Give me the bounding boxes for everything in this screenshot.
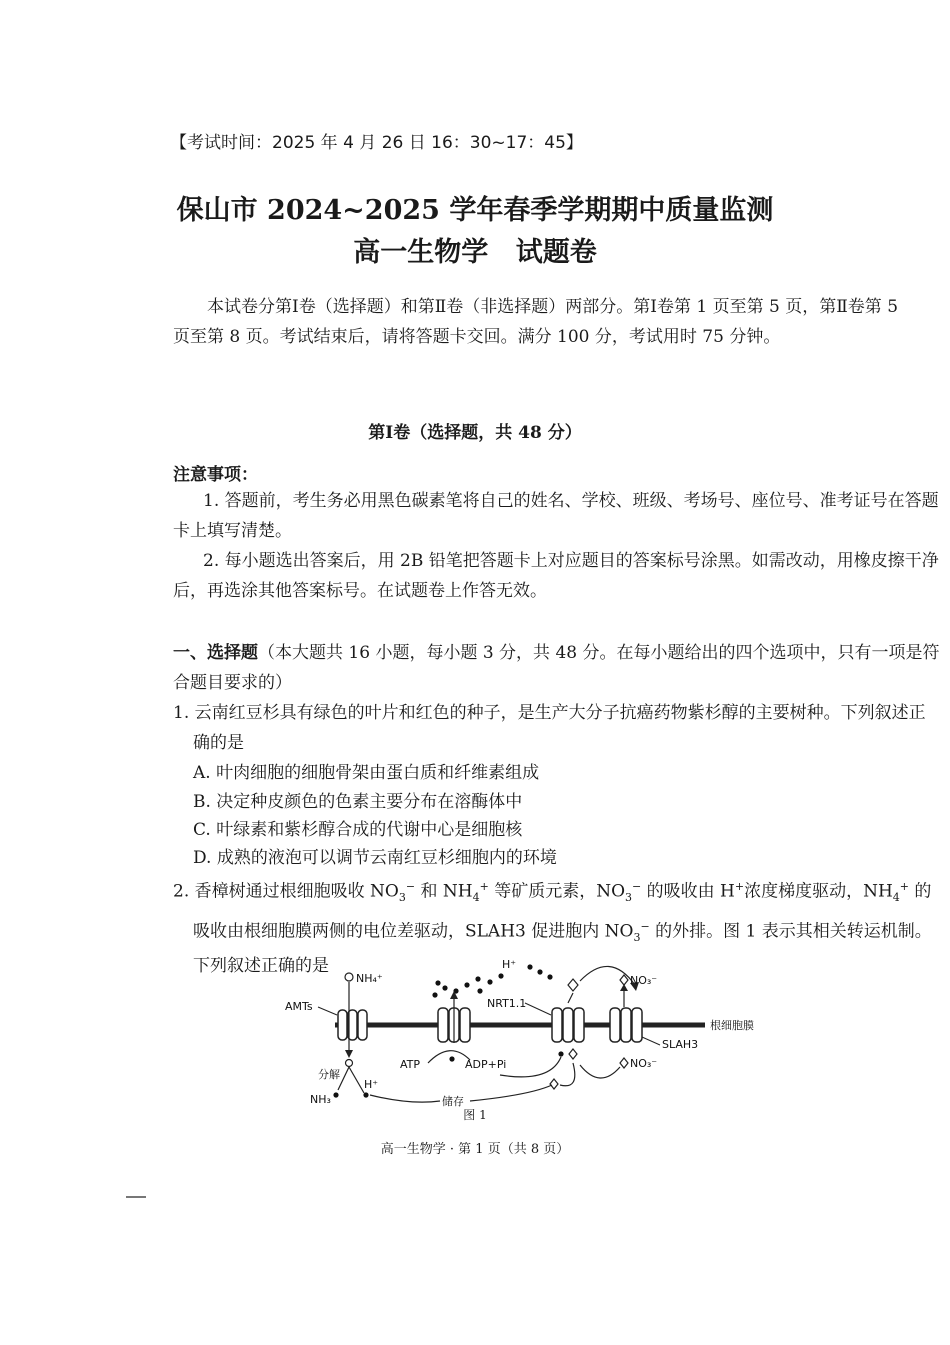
question-1-option-c: C. 叶绿素和紫杉醇合成的代谢中心是细胞核 [193,820,523,840]
proton-return-curve [500,1057,561,1077]
no3-diamond-inside-right [620,1058,628,1068]
section-label: 一、选择题 [173,643,258,663]
label-no3-top: NO₃⁻ [630,974,658,987]
label-nh4: NH₄⁺ [356,972,383,985]
nh3-dot [333,1092,338,1097]
label-root-membrane: 根细胞膜 [710,1019,754,1032]
note-item: 2. 每小题选出答案后，用 2B 铅笔把答题卡上对应题目的答案标号涂黑。如需改动，用橡皮擦干净后，再选涂其他答案标号。在试题卷上作答无效。 [173,551,939,601]
label-slah3: SLAH3 [662,1038,699,1051]
note-item: 1. 答题前，考生务必用黑色碳素笔将自己的姓名、学校、班级、考场号、座位号、准考证号在答题卡上填写清楚。 [173,491,939,541]
label-storage: 储存 [442,1095,464,1108]
atp-hydrolysis-arrow [428,1051,470,1063]
storage-arrow-right [470,1085,552,1101]
section-title [173,638,943,698]
label-h-plus-inside: H⁺ [364,1078,379,1091]
label-decompose: 分解 [318,1068,340,1081]
intro-paragraph: 本试卷分第Ⅰ卷（选择题）和第Ⅱ卷（非选择题）两部分。第Ⅰ卷第 1 页至第 5 页，第Ⅱ卷第 5 页至第 8 页。考试结束后，请将答题卡交回。满分 100 分，考试用时 75 分钟。 [173,297,899,347]
section-desc: （本大题共 16 小题，每小题 3 分，共 48 分。在每小题给出的四个选项中，只有一项是符合题目要求的） [173,643,940,693]
question-1-option-d: D. 成熟的液泡可以调节云南红豆杉细胞内的环境 [193,848,557,868]
label-nrt1-1: NRT1.1 [487,997,527,1010]
exam-time: 【考试时间：2025 年 4 月 26 日 16：30~17：45】 [170,133,583,153]
slah3-pointer [642,1037,660,1045]
proton-dots [432,964,552,997]
storage-arrow-left [370,1095,440,1102]
label-adp-pi: ADP+Pi [465,1058,507,1071]
figure-caption: 图 1 [463,1108,487,1122]
label-no3-bottom: NO₃⁻ [630,1057,658,1070]
nrt1-1-transporter [552,1008,584,1042]
proton-dot-inside [558,1051,563,1056]
question-1-option-a: A. 叶肉细胞的细胞骨架由蛋白质和纤维素组成 [193,763,540,783]
no3-storage-curve [560,1063,575,1086]
label-h-plus-outside: H⁺ [502,958,517,971]
transport-diagram-svg [280,955,780,1120]
amts-pointer [318,1007,337,1015]
slah3-channel [610,1008,642,1042]
no3-diamond-storage [550,1079,558,1089]
label-amts: AMTs [285,1000,313,1013]
notes-heading: 注意事项： [173,465,258,485]
question-2-stem: 2. 香樟树通过根细胞吸收 $NO_3^-$ 和 $NH_4^+$ 等矿质元素，$NO_3^-$ 的吸收由 H+浓度梯度驱动，$NH_4^+$ 的吸收由根细胞膜两侧的电位差驱动，SLAH3 促进胞内 $NO_3^-$ 的外排。图 1 表示其相关转运机制。下列叙述正确的是 [173,880,932,977]
amts-channel [338,1010,367,1040]
transport-diagram [280,955,780,1120]
arrow-head [345,1050,353,1058]
no3-diamond-outside [568,979,578,991]
no3-diamond-right [620,975,628,985]
exam-title: 保山市 2024~2025 学年春季学期期中质量监测 [176,195,774,226]
question-1-stem: 1. 云南红豆杉具有绿色的叶片和红色的种子，是生产大分子抗癌药物紫杉醇的主要树种。下列叙述正确的是 [173,703,926,753]
h-plus-dot-inside [363,1092,368,1097]
scan-mark [126,1196,146,1198]
nrt-pointer [525,1003,551,1015]
decompose-line-right [349,1067,364,1093]
label-nh3: NH₃ [310,1093,331,1106]
no3-entry-line [568,993,573,1003]
arrow-head [620,984,628,991]
exam-subtitle: 高一生物学 试题卷 [353,237,597,268]
label-atp: ATP [400,1058,421,1071]
proton-dot-pump [449,1056,454,1061]
no3-diamond-inside [569,1049,577,1059]
nh4-inside-symbol [346,1060,353,1067]
part1-title: 第Ⅰ卷（选择题，共 48 分） [368,423,582,443]
no3-to-slah3-curve [580,1065,620,1078]
nh4-symbol [345,973,353,981]
page-footer: 高一生物学 · 第 1 页（共 8 页） [380,1142,570,1157]
question-1-option-b: B. 决定种皮颜色的色素主要分布在溶酶体中 [193,792,523,812]
